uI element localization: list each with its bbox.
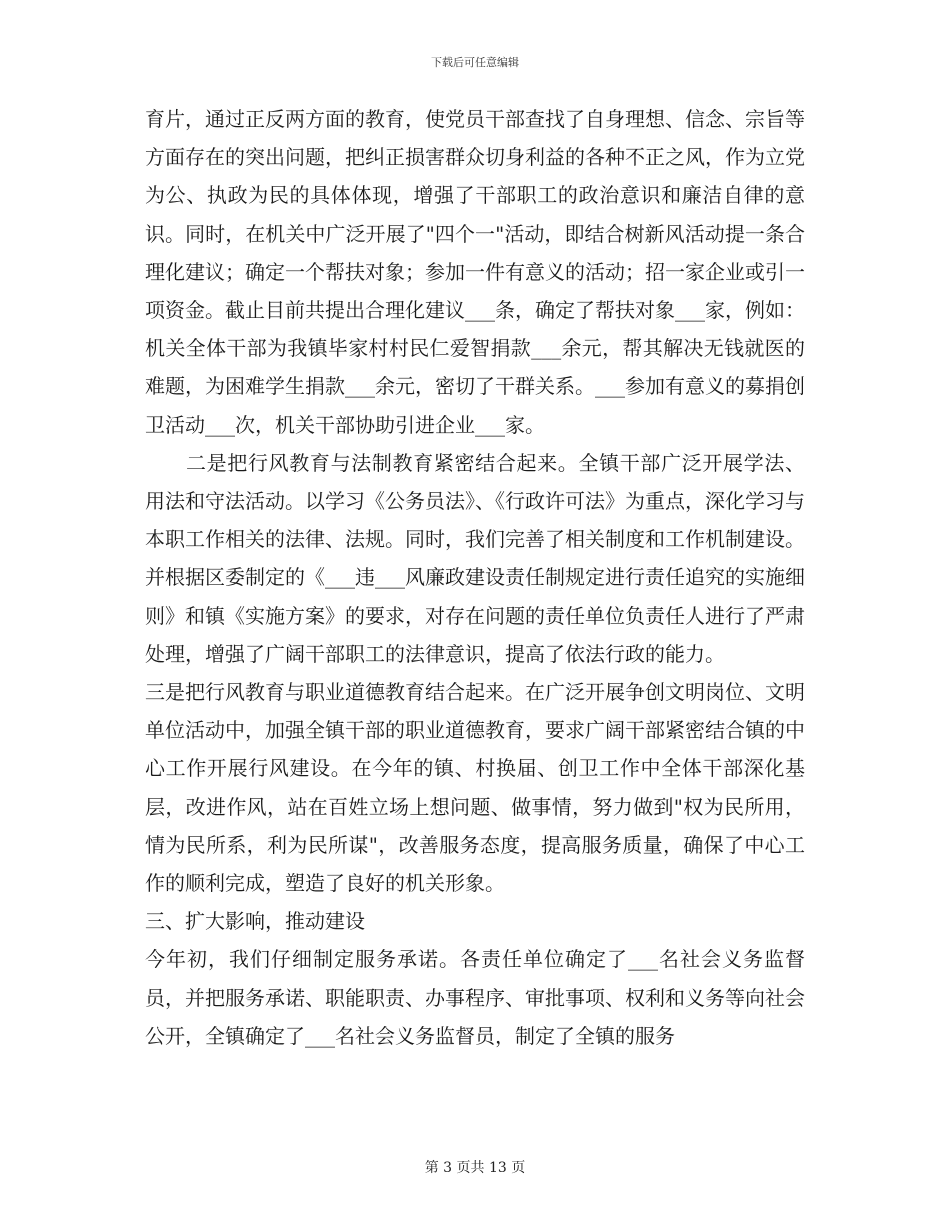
paragraph-continuation: 育片，通过正反两方面的教育，使党员干部查找了自身理想、信念、宗旨等方面存在的突出问题，把纠正损害群众切身利益的各种不正之风，作为立党为公、执政为民的具体体现，增强了干部职工的政治意识和廉洁自律的意识。同时，在机关中广泛开展了"四个一"活动，即结合树新风活动提一条合理化建议；确定一个帮扶对象；参加一件有意义的活动；招一家企业或引一项资金。截止目前共提出合理化建议___条，确定了帮扶对象___家，例如：机关全体干部为我镇毕家村村民仁爱智捐款___余元，帮其解决无钱就医的难题，为困难学生捐款___余元，密切了干群关系。___参加有意义的募捐创卫活动___次，机关干部协助引进企业___家。 [145,107,805,437]
page-footer: 第 3 页共 13 页 [424,1160,526,1176]
paragraph-ethics-education: 三是把行风教育与职业道德教育结合起来。在广泛开展争创文明岗位、文明单位活动中，加强全镇干部的职业道德教育，要求广阔干部紧密结合镇的中心工作开展行风建设。在今年的镇、村换届、创卫工作中全体干部深化基层，改进作风，站在百姓立场上想问题、做事情，努力做到"权为民所用，情为民所系，利为民所谋"，改善服务态度，提高服务质量，确保了中心工作的顺利完成，塑造了良好的机关形象。 [145,680,805,896]
page-header: 下载后可任意编辑 [431,56,519,69]
section-heading: 三、扩大影响，推动建设 [145,909,365,934]
document-body [145,100,805,1055]
paragraph-legal-education: 二是把行风教育与法制教育紧密结合起来。全镇干部广泛开展学法、用法和守法活动。以学习《公务员法》、《行政许可法》为重点，深化学习与本职工作相关的法律、法规。同时，我们完善了相关制度和工作机制建设。并根据区委制定的《___违___风廉政建设责任制规定进行责任追究的实施细则》和镇《实施方案》的要求，对存在问题的责任单位负责任人进行了严肃处理，增强了广阔干部职工的法律意识，提高了依法行政的能力。 [145,450,805,666]
paragraph-service-commitment: 今年初，我们仔细制定服务承诺。各责任单位确定了___名社会义务监督员，并把服务承诺、职能职责、办事程序、审批事项、权利和义务等向社会公开，全镇确定了___名社会义务监督员，制定了全镇的服务 [145,947,805,1048]
